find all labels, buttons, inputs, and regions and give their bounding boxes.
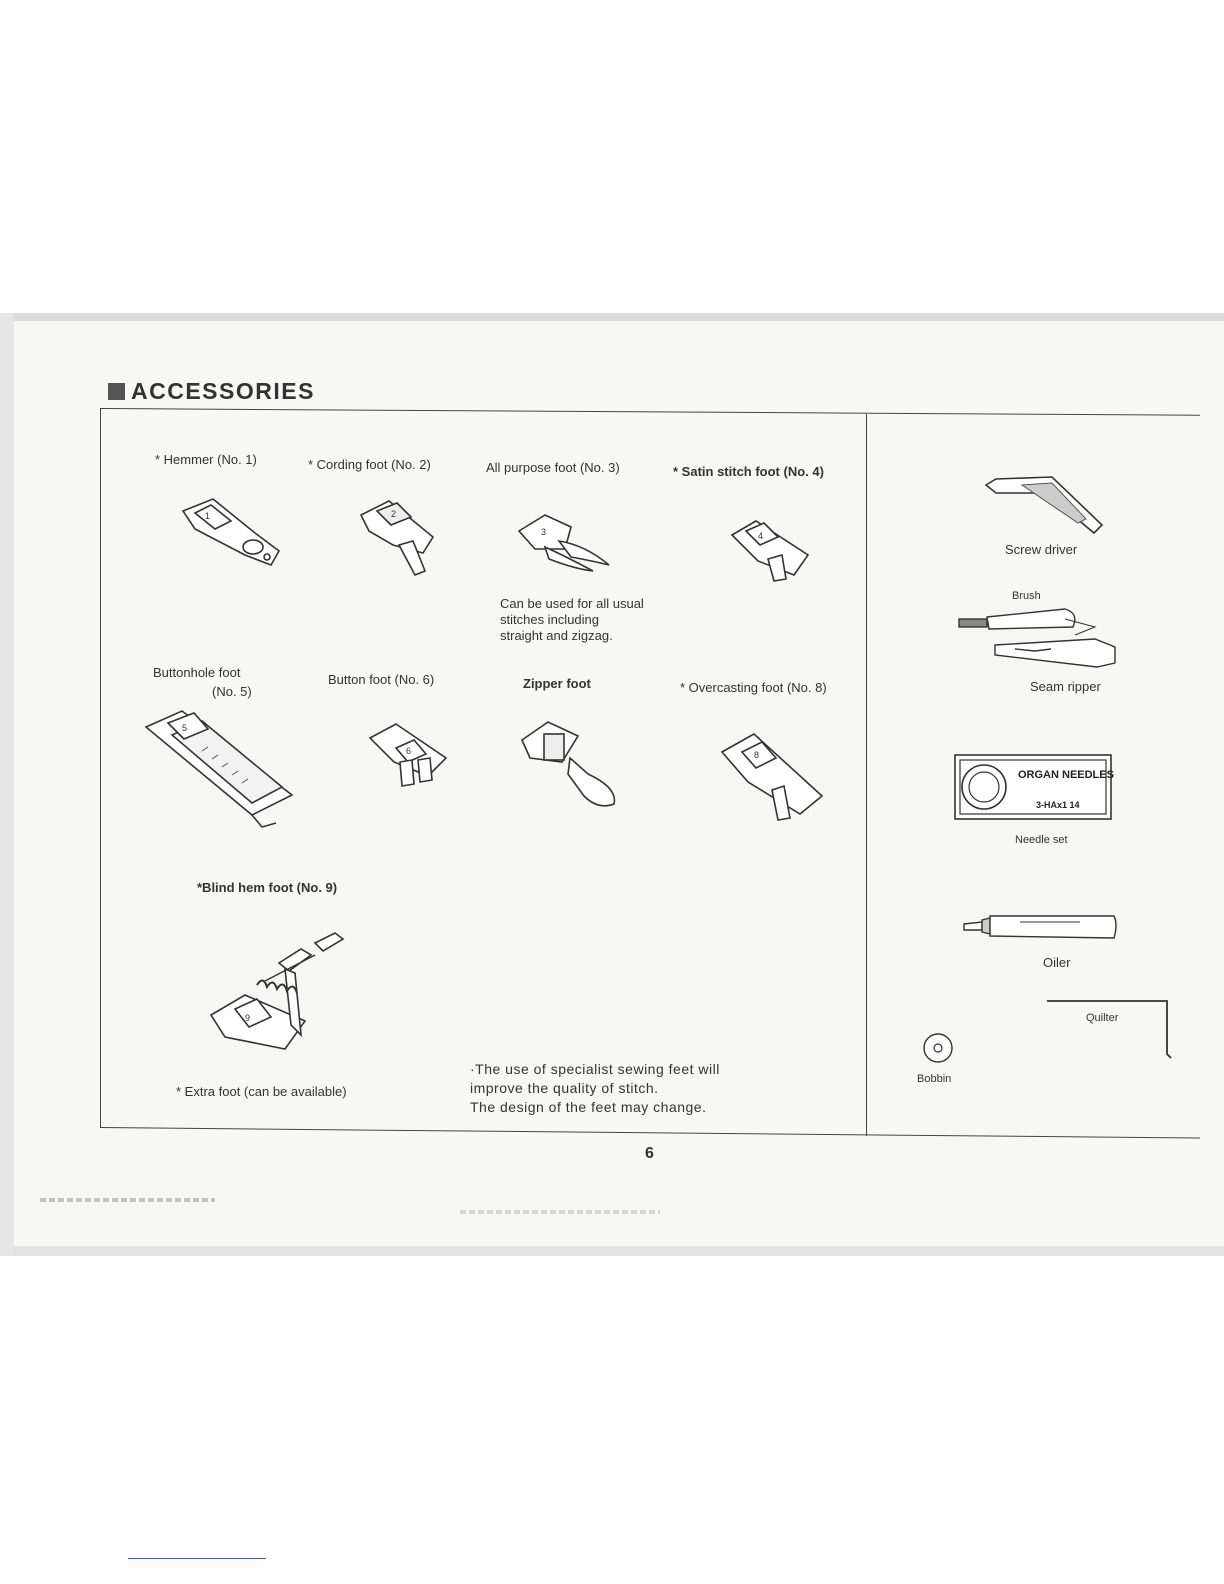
scan-edge-shadow: [0, 313, 14, 1256]
page-number: 6: [645, 1145, 654, 1162]
bobbin-illustration: [920, 1032, 960, 1073]
needle-set-label: Needle set: [1015, 834, 1068, 846]
zipper-foot-illustration: [518, 712, 628, 817]
blind-hem-foot-number: 9: [245, 1013, 251, 1023]
hemmer-label: * Hemmer (No. 1): [155, 452, 257, 467]
cording-foot-illustration: [355, 495, 445, 585]
buttonhole-foot-label-line2: (No. 5): [212, 684, 252, 699]
button-foot-label: Button foot (No. 6): [328, 672, 435, 687]
bobbin-label: Bobbin: [917, 1073, 952, 1085]
brush-label: Brush: [1012, 590, 1041, 602]
buttonhole-foot-label-line1: Buttonhole foot: [153, 665, 241, 680]
satin-stitch-foot-number: 4: [758, 531, 764, 541]
overcasting-foot-illustration: [718, 730, 828, 830]
needle-pack-title: ORGAN NEEDLES: [1018, 769, 1114, 781]
extra-foot-note: * Extra foot (can be available): [176, 1084, 347, 1099]
left-border: [100, 408, 101, 1128]
all-purpose-foot-label: All purpose foot (No. 3): [486, 460, 620, 475]
all-purpose-foot-number: 3: [541, 527, 547, 537]
heading-title: ACCESSORIES: [131, 378, 315, 404]
quilter-illustration: [1045, 998, 1175, 1065]
blind-hem-foot-label: *Blind hem foot (No. 9): [197, 880, 338, 895]
cording-foot-label: * Cording foot (No. 2): [308, 457, 431, 472]
scan-scuff-left: [40, 1198, 215, 1202]
section-heading: [108, 378, 315, 405]
satin-stitch-foot-label: * Satin stitch foot (No. 4): [673, 464, 824, 479]
heading-bullet-icon: [108, 383, 125, 400]
hemmer-illustration: [175, 495, 285, 580]
overcasting-foot-label: * Overcasting foot (No. 8): [680, 680, 827, 695]
zipper-foot-label: Zipper foot: [523, 676, 591, 691]
buttonhole-foot-number: 5: [182, 723, 188, 733]
column-divider: [866, 414, 867, 1136]
brush-seam-ripper-illustration: [955, 605, 1125, 675]
screw-driver-label: Screw driver: [1005, 542, 1078, 557]
blind-hem-foot-illustration: [205, 925, 355, 1070]
button-foot-number: 6: [406, 746, 412, 756]
footer-link-underline: [128, 1558, 266, 1559]
feet-design-note: ·The use of specialist sewing feet will improve the quality of stitch. The design of the feet may change.: [470, 1061, 720, 1115]
buttonhole-foot-illustration: [142, 705, 297, 840]
scan-scuff-middle: [460, 1210, 660, 1214]
overcasting-foot-number: 8: [754, 750, 760, 760]
hemmer-number: 1: [205, 511, 211, 521]
all-purpose-note: Can be used for all usual stitches including straight and zigzag.: [500, 596, 644, 643]
button-foot-illustration: [366, 720, 451, 795]
oiler-label: Oiler: [1043, 955, 1071, 970]
quilter-label: Quilter: [1086, 1012, 1119, 1024]
screw-driver-illustration: [982, 463, 1107, 543]
all-purpose-foot-illustration: [515, 505, 615, 580]
seam-ripper-label: Seam ripper: [1030, 679, 1101, 694]
needle-pack-size: 3-HAx1 14: [1036, 800, 1080, 810]
oiler-illustration: [960, 912, 1120, 952]
needle-pack: [954, 754, 1114, 827]
satin-stitch-foot-illustration: [728, 515, 818, 590]
cording-foot-number: 2: [391, 509, 397, 519]
